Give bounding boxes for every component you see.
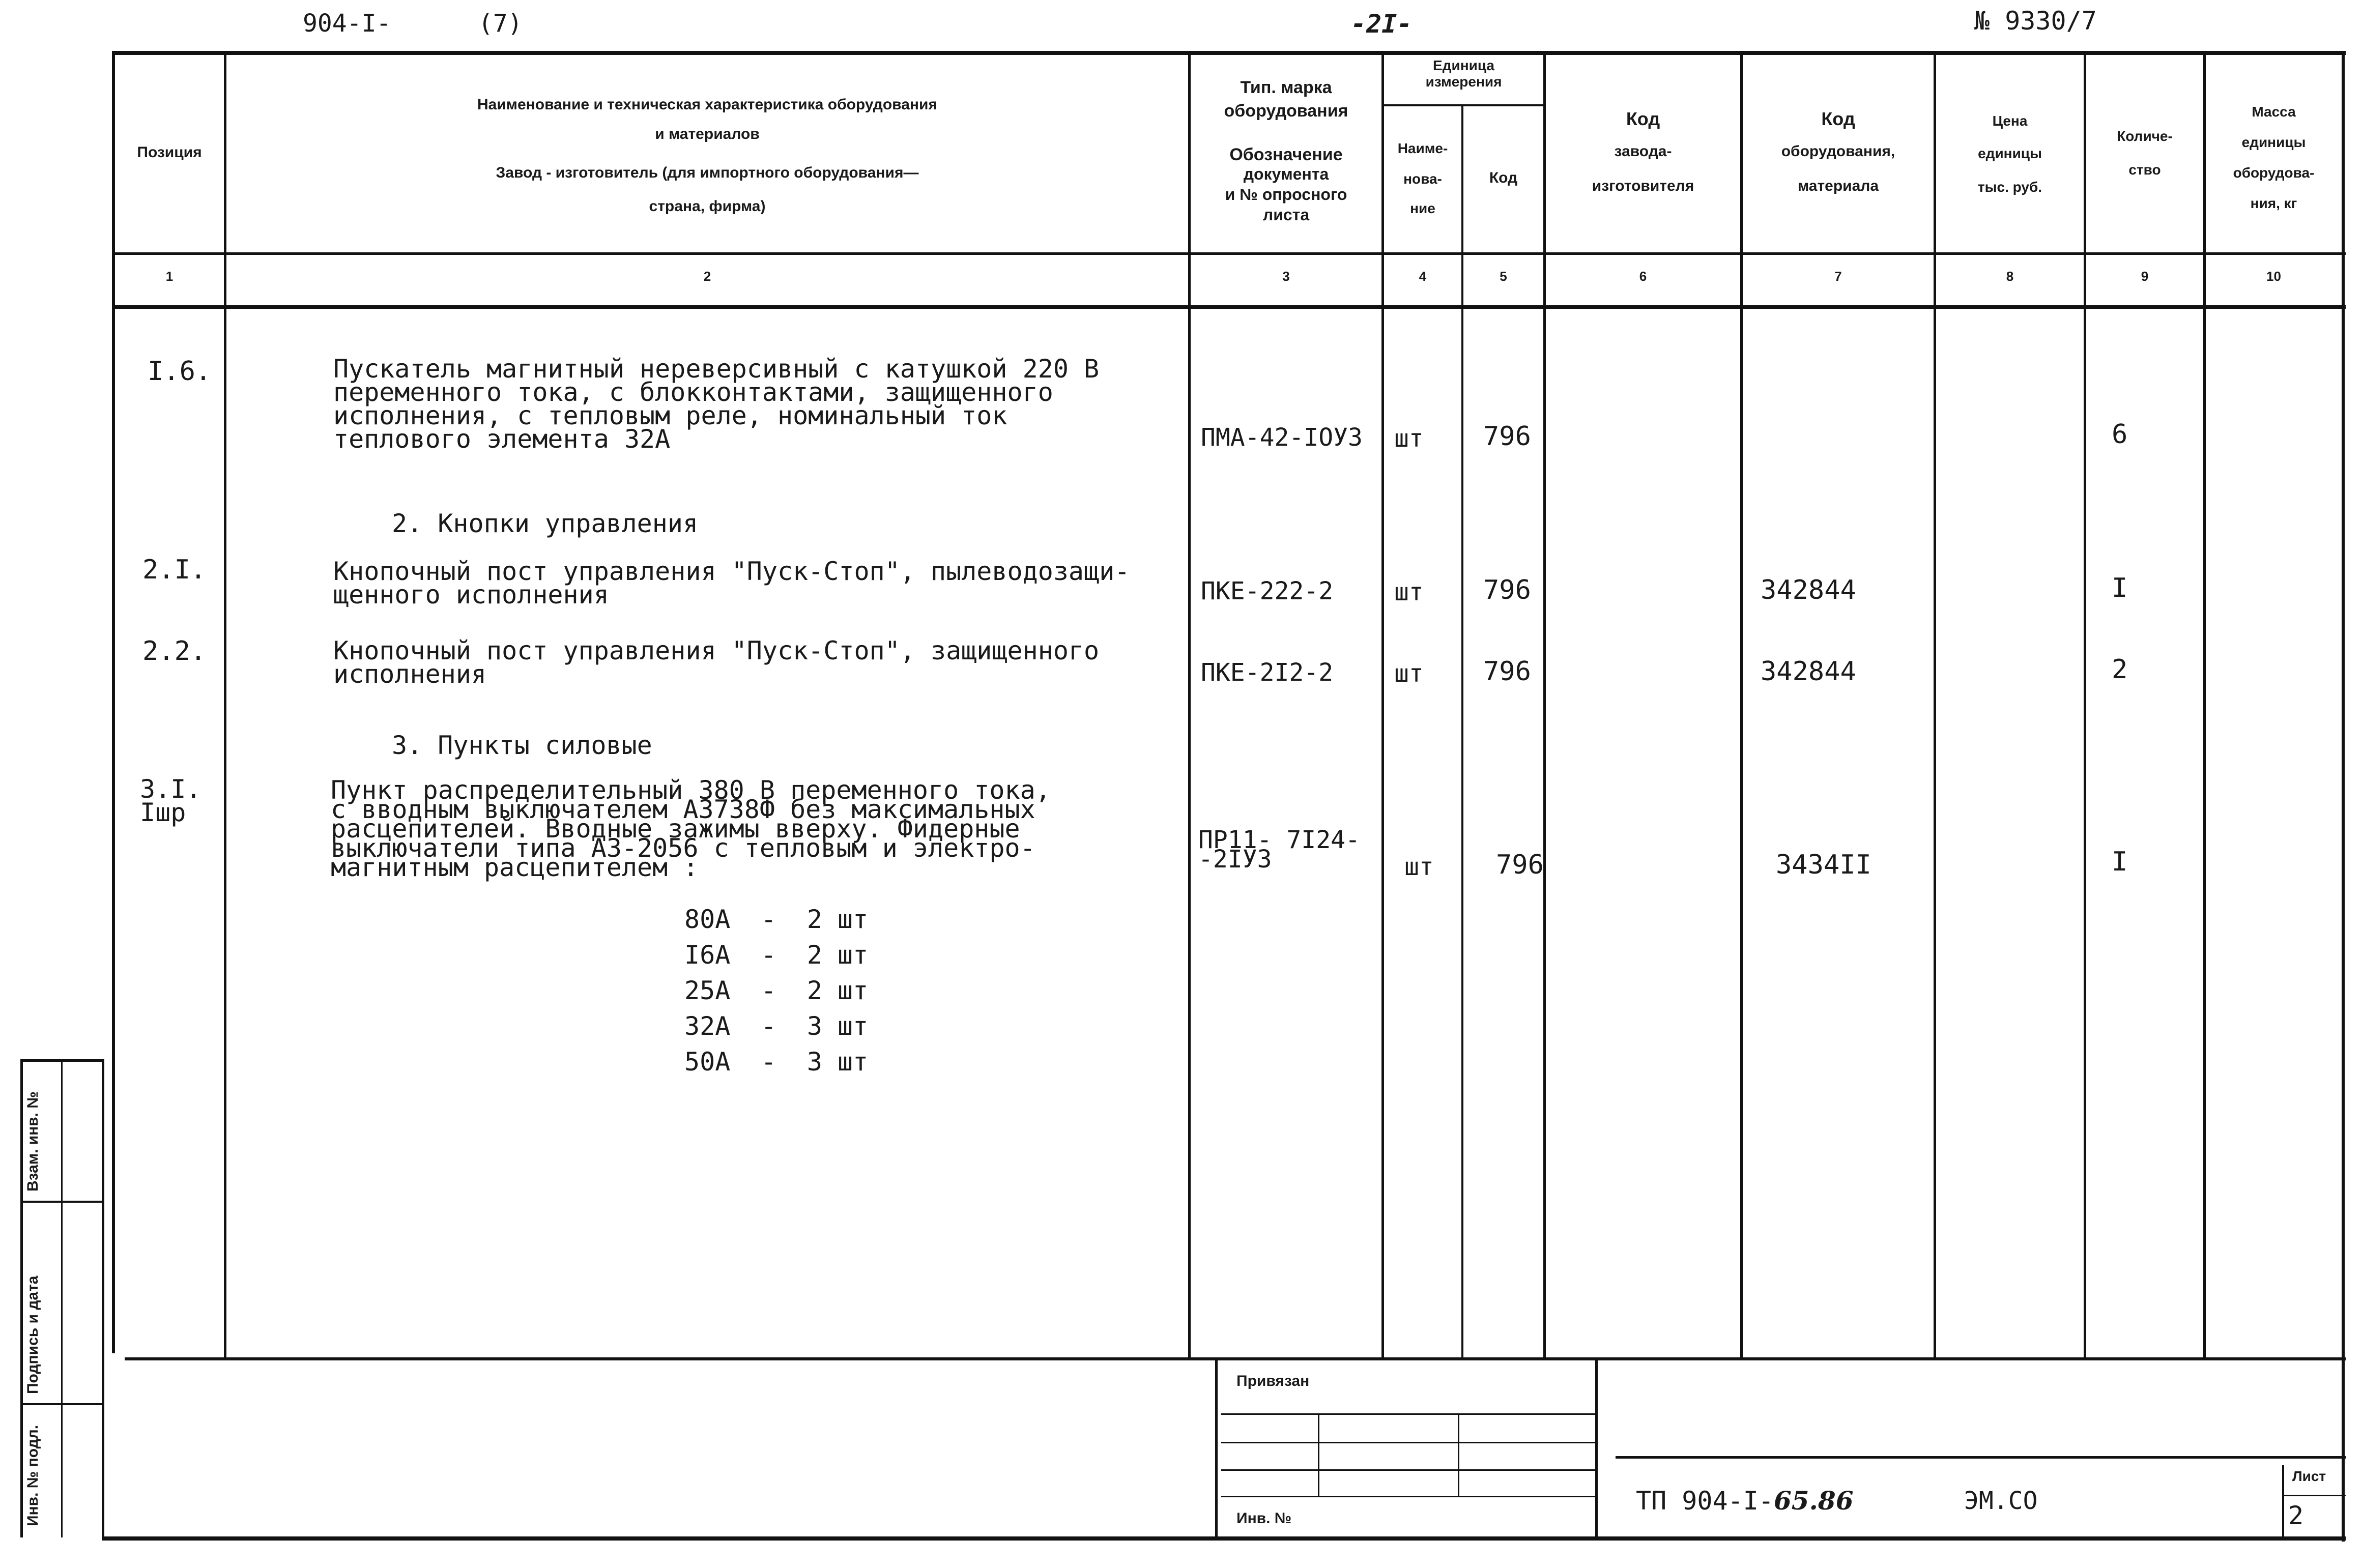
row-4-position: 3.I. Iшр [140,774,201,827]
header-type-line2: оборудования [1224,101,1348,121]
stamp-privyazan: Привязан [1236,1373,1310,1389]
row-2-unit: шт [1394,578,1424,606]
colnum-5: 5 [1500,269,1507,284]
header-unit-name-line1: Наиме- [1397,140,1448,156]
stamp-box-left [1215,1360,1218,1538]
header-plant-code-line1: Код [1626,108,1660,129]
number-row-bottom-line [112,305,2346,309]
row-3-description: Кнопочный пост управления "Пуск-Стоп", защищенного исполнения [333,636,1100,689]
side-stamp-inner [61,1059,63,1537]
header-price-line3: тыс. руб. [1977,179,2042,195]
header-plant-code-line2: завода- [1614,143,1672,160]
row-3-quantity: 2 [2112,654,2128,685]
side-stamp-divider-2 [20,1403,104,1405]
header-name-line2: и материалов [655,126,760,142]
document-number: № 9330/7 [1974,6,2097,36]
header-quantity-line1: Количе- [2117,128,2173,144]
header-type-line6: листа [1262,206,1310,224]
row-1-code: 796 [1483,421,1531,452]
colnum-3: 3 [1282,269,1290,284]
stamp-inv-number: Инв. № [1236,1510,1292,1527]
section-heading-2: 2. Кнопки управления [392,509,699,538]
row-2-description: Кнопочный пост управления "Пуск-Стоп", пылеводозащи- щенного исполнения [333,557,1130,609]
colnum-8: 8 [2006,269,2014,284]
header-mass-line2: единицы [2241,134,2306,150]
side-stamp-top [20,1059,104,1062]
header-type-line4: документа [1243,165,1329,183]
document-mark: ЭМ.СО [1964,1487,2038,1515]
row-1-description: Пускатель магнитный нереверсивный с катушкой 220 В переменного тока, с блокконтактами, защищенного исполнения, с тепловым реле, номинальный ток теплового элемента 32А [333,354,1100,454]
sub-item: 25А - 2 шт [684,976,869,1005]
header-plant-code-line3: изготовителя [1592,178,1694,194]
row-2-type: ПКЕ-222-2 [1201,577,1334,605]
colnum-2: 2 [703,269,711,284]
row-4-description: Пункт распределительный 380 В переменного тока, с вводным выключателем А3738Ф без максимальных расцепителей. Вводные зажимы вверху. Фидерные выключатели типа А3-2056 с тепловым и электро- магнитным расцепителем : [331,775,1051,882]
side-stamp-outer [20,1059,23,1537]
header-position: Позиция [137,144,202,161]
col-line-8 [2084,51,2086,1358]
row-2-equipment-code: 342844 [1761,575,1856,605]
frame-right [2342,51,2345,1542]
side-stamp-edge [102,1059,104,1537]
header-type-line5: и № опросного [1225,185,1347,204]
colnum-10: 10 [2266,269,2281,284]
header-quantity-line2: ство [2128,162,2161,178]
header-bottom-line [112,252,2346,255]
row-2-quantity: I [2112,573,2128,603]
header-mass-line4: ния, кг [2250,195,2297,211]
row-3-position: 2.2. [142,636,207,666]
header-equip-code-line3: материала [1797,178,1879,194]
header-name-line1: Наименование и техническая характеристика оборудования [477,96,937,113]
frame-top [112,51,2346,55]
header-name-line3: Завод - изготовитель (для импортного оборудования— [496,164,919,181]
stamp-row-line-2 [1221,1442,1595,1443]
row-3-equipment-code: 342844 [1761,656,1856,687]
stamp-box-right [1595,1360,1598,1538]
frame-left [112,51,115,1353]
stamp-col-line-2 [1458,1413,1459,1496]
document-code [1636,1486,1854,1516]
colnum-6: 6 [1639,269,1647,284]
col-line-6 [1740,51,1743,1358]
header-type-line1: Тип. марка [1240,78,1332,97]
sheet-cell-left [2282,1465,2284,1539]
header-name-line4: страна, фирма) [649,198,766,215]
document-code-printed: ТП 904-I- [1636,1486,1774,1516]
frame-bottom [102,1536,2346,1541]
header-unit-code: Код [1489,169,1518,186]
header-mass-line1: Масса [2252,104,2296,120]
col-line-9 [2203,51,2206,1358]
colnum-1: 1 [165,269,174,284]
sub-item: 32А - 3 шт [684,1011,869,1041]
row-3-type: ПКЕ-2I2-2 [1201,658,1334,687]
section-heading-3: 3. Пункты силовые [392,731,652,760]
sub-item: 50А - 3 шт [684,1047,869,1077]
row-4-quantity: I [2112,847,2128,877]
row-2-position: 2.I. [142,555,207,585]
col-line-2 [1188,51,1191,1358]
row-1-position: I.6. [148,356,212,387]
col-line-1 [224,51,226,1358]
colnum-4: 4 [1419,269,1427,284]
row-4-code: 796 [1496,850,1544,880]
col-line-4 [1461,104,1463,1358]
header-equip-code-line1: Код [1821,108,1855,129]
stamp-row-line-4 [1221,1496,1595,1497]
header-price-line2: единицы [1978,146,2042,161]
row-3-unit: шт [1394,659,1424,688]
row-1-quantity: 6 [2112,419,2128,450]
row-2-code: 796 [1483,575,1531,605]
page-number: -2I- [1351,9,1413,39]
row-4-equipment-code: 3434II [1776,850,1871,880]
side-stamp-signature-date: Подпись и дата [24,1275,41,1394]
sub-item: I6А - 2 шт [684,940,869,970]
header-type-line3: Обозначение [1229,145,1343,164]
stamp-row-line-1 [1221,1413,1595,1415]
col-line-3 [1381,51,1384,1358]
stamp-row-line-3 [1221,1469,1595,1471]
sub-item: 80А - 2 шт [684,905,869,934]
header-unit-name-line2: нова- [1403,171,1442,187]
row-1-unit: шт [1394,424,1424,453]
header-unit-group-line2: измерения [1425,74,1502,90]
unit-group-divider [1384,104,1543,106]
stamp-top-line [125,1357,2346,1360]
colnum-9: 9 [2141,269,2149,284]
title-block-line [1616,1456,2346,1459]
stamp-col-line-1 [1318,1413,1319,1496]
row-3-code: 796 [1483,656,1531,687]
sheet-paren: (7) [478,9,523,38]
side-stamp-original-inv: Инв. № подл. [24,1425,41,1526]
row-4-unit: шт [1404,853,1434,881]
col-line-7 [1934,51,1936,1358]
header-unit-group-line1: Единица [1433,57,1494,73]
header-price-line1: Цена [1992,113,2028,129]
header-mass-line3: оборудова- [2233,165,2315,181]
col-line-5 [1543,51,1546,1358]
row-4-type: ПР11- 7I24- -2IУ3 [1198,826,1360,874]
row-1-type: ПМА-42-IОУ3 [1201,423,1363,452]
header-unit-name-line3: ние [1410,200,1435,216]
sheet-cell-divider [2282,1495,2346,1496]
series-label: 904-I- [303,9,391,38]
sheet-label: Лист [2292,1468,2326,1484]
colnum-7: 7 [1834,269,1842,284]
side-stamp-replace-inv: Взам. инв. № [24,1091,41,1192]
header-equip-code-line2: оборудования, [1781,143,1895,160]
sheet-number: 2 [2288,1501,2304,1530]
side-stamp-divider-1 [20,1201,104,1203]
document-code-handwritten: 65.86 [1773,1486,1854,1516]
